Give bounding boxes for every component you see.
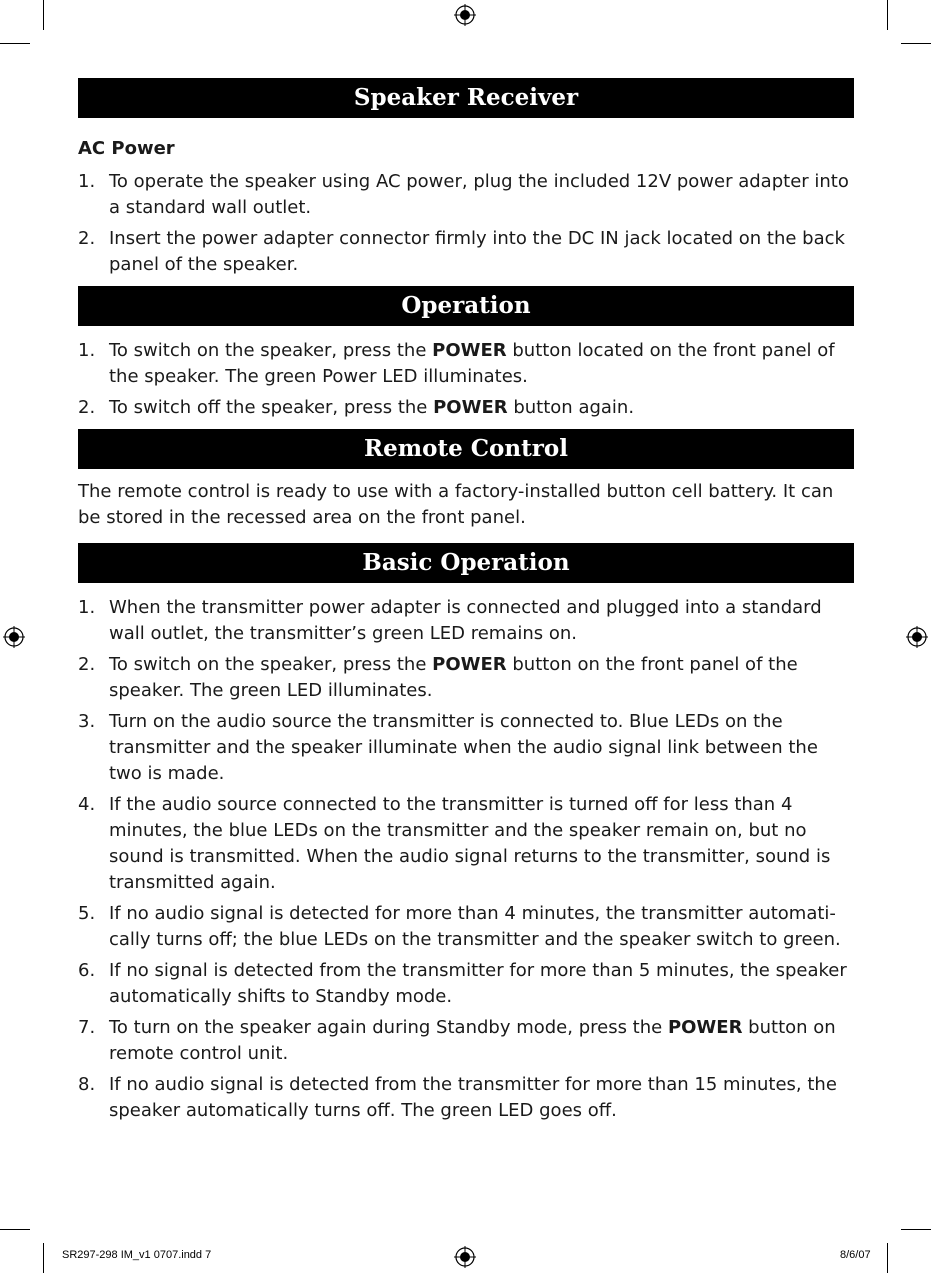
crop-mark [0,1229,30,1230]
item-number: 4. [78,794,96,815]
manual-page [78,78,854,1129]
operation-list [78,338,854,421]
crop-mark [887,0,888,30]
footer-file-slug: SR297-298 IM_v1 0707.indd 7 [62,1249,212,1261]
power-keyword: POWER [432,654,507,675]
list-item [78,792,854,896]
item-text-pre: If no signal is detected from the transmitter for more than 5 minutes, the speaker automatically shifts to Standby mode. [109,960,847,1007]
list-item [78,1072,854,1124]
item-number: 1. [78,340,96,361]
list-item [78,652,854,704]
section-header-speaker-receiver: Speaker Receiver [78,78,854,118]
item-text-pre: If the audio source connected to the transmitter is turned off for less than 4 minutes, the blue LEDs on the transmitter and the speaker remain on, but no sound is transmitted. When the audio signal returns to the transmitter, sound is transmitted again. [109,794,831,893]
list-item [78,901,854,953]
registration-mark-icon [906,626,928,648]
registration-mark-icon [454,4,476,26]
item-number: 1. [78,597,96,618]
list-item [78,595,854,647]
registration-mark-icon [454,1246,476,1268]
crop-mark [887,1243,888,1273]
list-item [78,338,854,390]
list-item [78,1015,854,1067]
list-item [78,958,854,1010]
footer-date: 8/6/07 [840,1249,871,1261]
item-number: 5. [78,903,96,924]
item-text-pre: When the transmitter power adapter is connected and plugged into a standard wall outlet, the transmitter’s green LED remains on. [109,597,822,644]
ac-power-list [78,169,854,278]
item-text-post: button on the front panel of the speaker. The green LED illuminates. [109,654,798,701]
power-keyword: POWER [432,340,507,361]
basic-operation-list [78,595,854,1124]
list-item [78,395,854,421]
section-header-operation: Operation [78,286,854,326]
item-text: Insert the power adapter connector firmly into the DC IN jack located on the back panel of the speaker. [109,228,845,275]
item-text-pre: To turn on the speaker again during Standby mode, press the [109,1017,668,1038]
item-number: 6. [78,960,96,981]
item-number: 7. [78,1017,96,1038]
crop-mark [901,1229,931,1230]
section-header-basic-operation: Basic Operation [78,543,854,583]
item-text-post: button located on the front panel of the speaker. The green Power LED illuminates. [109,340,835,387]
item-text-pre: Turn on the audio source the transmitter is connected to. Blue LEDs on the transmitter and the speaker illuminate when the audio signal link between the two is made. [109,711,818,784]
remote-control-paragraph: The remote control is ready to use with a factory-installed button cell battery. It can be stored in the recessed area on the front panel. [78,481,834,528]
item-text-post: button again. [507,397,635,418]
registration-mark-icon [3,626,25,648]
item-text: To operate the speaker using AC power, plug the included 12V power adapter into a standard wall outlet. [109,171,849,218]
item-text-pre: If no audio signal is detected for more than 4 minutes, the transmitter automati-cally turns off; the blue LEDs on the transmitter and the speaker switch to green. [109,903,841,950]
item-text-post: button on remote control unit. [109,1017,836,1064]
power-keyword: POWER [433,397,508,418]
item-number: 2. [78,228,96,249]
list-item [78,226,854,278]
item-text-pre: If no audio signal is detected from the transmitter for more than 15 minutes, the speaker automatically turns off. The green LED goes off. [109,1074,837,1121]
item-text-pre: To switch on the speaker, press the [109,654,433,675]
subheading-ac-power: AC Power [78,138,175,159]
power-keyword: POWER [667,1017,743,1038]
item-number: 8. [78,1074,96,1095]
list-item [78,709,854,787]
item-number: 3. [78,711,96,732]
item-number: 2. [78,654,96,675]
item-text-pre: To switch on the speaker, press the [109,340,433,361]
item-number: 2. [78,397,96,418]
item-number: 1. [78,171,96,192]
list-item [78,169,854,221]
item-text-pre: To switch off the speaker, press the [109,397,434,418]
crop-mark [901,43,931,44]
section-header-remote-control: Remote Control [78,429,854,469]
crop-mark [43,1243,44,1273]
crop-mark [0,43,30,44]
crop-mark [43,0,44,30]
